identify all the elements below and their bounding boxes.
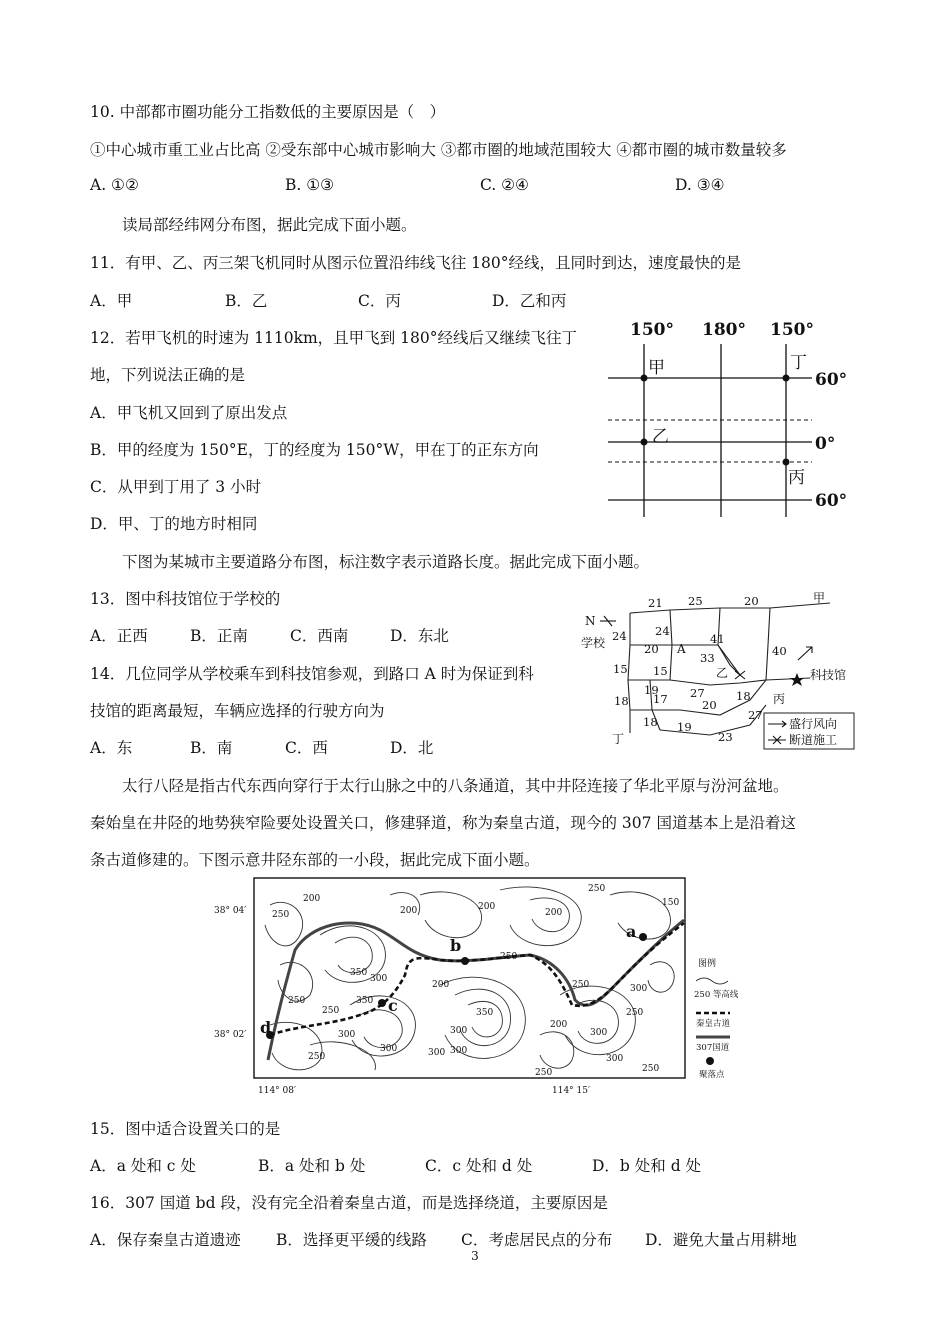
- topographic-map-figure: [210, 875, 750, 1105]
- contour-label: 150: [662, 898, 680, 908]
- q11-option-d: D．乙和丙: [492, 292, 567, 310]
- node-a-label: A: [677, 642, 686, 656]
- wind-arrow-icon: [798, 647, 812, 660]
- contour-label: 250: [626, 1008, 644, 1018]
- q15-option-b: B．a 处和 b 处: [258, 1157, 366, 1175]
- point-a-label: a: [626, 922, 637, 941]
- contour-label: 250: [322, 1006, 340, 1016]
- place-bing-label: 丙: [773, 692, 786, 706]
- road-number: 18: [614, 694, 629, 708]
- settlement-c-dot: [378, 999, 386, 1007]
- lat-bottom-label: 38° 02′: [214, 1030, 247, 1040]
- lat-lon-grid-figure: [600, 312, 860, 522]
- point-yi-label: 乙: [652, 427, 669, 447]
- road-number: 17: [653, 692, 668, 706]
- contour-label: 350: [356, 996, 374, 1006]
- point-jia-dot: [641, 375, 648, 382]
- lat-label-bottom: 60°: [815, 491, 848, 511]
- legend-national-road-label: 307国道: [696, 1043, 730, 1053]
- q12-option-c: C．从甲到丁用了 3 小时: [90, 478, 262, 496]
- contour-label: 350: [476, 1008, 494, 1018]
- lon-label-middle: 180°: [702, 320, 746, 340]
- q12-option-d: D．甲、丁的地方时相同: [90, 515, 258, 533]
- legend-settlement-label: 聚落点: [699, 1070, 725, 1080]
- road-number: 33: [700, 651, 715, 665]
- road-number: 27: [748, 708, 763, 722]
- road-number: 18: [643, 715, 658, 729]
- q15-stem: 15．图中适合设置关口的是: [90, 1120, 281, 1138]
- q13-option-b: B．正南: [190, 627, 248, 645]
- q13-stem: 13．图中科技馆位于学校的: [90, 590, 281, 608]
- q14-stem-line1: 14．几位同学从学校乘车到科技馆参观，到路口 A 时为保证到科: [90, 665, 534, 683]
- contour-label: 200: [550, 1020, 568, 1030]
- q14-option-d: D．北: [390, 739, 434, 757]
- museum-star-icon: [790, 673, 804, 686]
- road-number: 21: [648, 596, 663, 610]
- road-number: 20: [702, 698, 717, 712]
- contour-label: 300: [450, 1046, 468, 1056]
- q14-stem-line2: 技馆的距离最短，车辆应选择的行驶方向为: [90, 702, 385, 720]
- road-number: 27: [690, 686, 705, 700]
- contour-label: 250: [535, 1068, 553, 1078]
- contour-label: 300: [370, 974, 388, 984]
- q14-option-b: B．南: [190, 739, 233, 757]
- settlement-a-dot: [639, 933, 647, 941]
- q10-option-c: C. ②④: [480, 176, 529, 194]
- lon-right-label: 114° 15′: [552, 1086, 591, 1096]
- q16-option-c: C．考虑居民点的分布: [461, 1231, 613, 1249]
- road-number: 18: [736, 689, 751, 703]
- lon-left-label: 114° 08′: [258, 1086, 297, 1096]
- q11-stem: 11．有甲、乙、丙三架飞机同时从图示位置沿纬线飞往 180°经线，且同时到达，速度最快的是: [90, 254, 741, 272]
- road-number: 24: [655, 624, 670, 638]
- point-d-label: d: [260, 1018, 272, 1037]
- q11-option-a: A．甲: [90, 292, 133, 310]
- lon-label-left: 150°: [630, 320, 674, 340]
- point-bing-label: 丙: [788, 468, 805, 488]
- contour-label: 250: [272, 910, 290, 920]
- legend-wind-label: 盛行风向: [789, 717, 838, 731]
- place-jia-label: 甲: [813, 591, 826, 605]
- museum-label: 科技馆: [810, 668, 847, 682]
- q16-option-b: B．选择更平缓的线路: [276, 1231, 427, 1249]
- q13-option-c: C．西南: [290, 627, 349, 645]
- q14-option-a: A．东: [90, 739, 133, 757]
- intro-pass-line1: 太行八陉是指古代东西向穿行于太行山脉之中的八条通道，其中井陉连接了华北平原与汾河盆地。: [122, 777, 789, 795]
- contour-label: 300: [450, 1026, 468, 1036]
- school-label: 学校: [581, 636, 606, 650]
- legend-ancient-road-label: 秦皇古道: [696, 1019, 731, 1029]
- q12-stem-line2: 地，下列说法正确的是: [90, 366, 246, 384]
- contour-label: 300: [428, 1048, 446, 1058]
- legend-title: 图例: [698, 959, 717, 969]
- q11-option-c: C．丙: [358, 292, 401, 310]
- road-number: 40: [772, 644, 787, 658]
- contour-label: 200: [432, 980, 450, 990]
- contour-label: 350: [350, 968, 368, 978]
- page-number: 3: [471, 1249, 479, 1263]
- road-map-figure: [580, 585, 860, 755]
- intro-road: 下图为某城市主要道路分布图，标注数字表示道路长度。据此完成下面小题。: [122, 553, 650, 571]
- point-yi-dot: [641, 439, 648, 446]
- road-number: 19: [644, 683, 659, 697]
- intro-pass-line2: 秦始皇在井陉的地势狭窄险要处设置关口，修建驿道，称为秦皇古道，现今的 307 国道基本上是沿着这: [90, 814, 796, 832]
- q12-option-a: A．甲飞机又回到了原出发点: [90, 404, 288, 422]
- q12-stem-line1: 12．若甲飞机的时速为 1110km，且甲飞到 180°经线后又继续飞往丁: [90, 329, 577, 347]
- q14-option-c: C．西: [285, 739, 328, 757]
- lat-label-middle: 0°: [815, 434, 836, 454]
- q12-option-b: B．甲的经度为 150°E，丁的经度为 150°W，甲在丁的正东方向: [90, 441, 539, 459]
- point-c-label: c: [388, 996, 398, 1015]
- contour-label: 250: [588, 884, 606, 894]
- place-ding-label: 丁: [612, 732, 625, 746]
- q10-stem: 10. 中部都市圈功能分工指数低的主要原因是（ ）: [90, 103, 446, 121]
- north-arrow-icon: [600, 616, 616, 626]
- road-number: 20: [644, 642, 659, 656]
- q16-option-a: A．保存秦皇古道遗迹: [90, 1231, 241, 1249]
- road-number: 15: [653, 664, 668, 678]
- legend-contour-label: 250 等高线: [694, 990, 739, 1000]
- point-ding-dot: [783, 375, 790, 382]
- contour-label: 250: [572, 980, 590, 990]
- contour-label: 250: [308, 1052, 326, 1062]
- q15-option-c: C．c 处和 d 处: [425, 1157, 533, 1175]
- q10-option-a: A. ①②: [90, 176, 139, 194]
- point-jia-label: 甲: [648, 358, 665, 378]
- intro-pass-line3: 条古道修建的。下图示意井陉东部的一小段，据此完成下面小题。: [90, 851, 540, 869]
- contour-label: 200: [400, 906, 418, 916]
- contour-label: 300: [606, 1054, 624, 1064]
- north-arrow-label: N: [585, 614, 596, 628]
- q16-stem: 16．307 国道 bd 段，没有完全沿着秦皇古道，而是选择绕道，主要原因是: [90, 1194, 608, 1212]
- q16-option-d: D．避免大量占用耕地: [645, 1231, 797, 1249]
- road-number: 20: [744, 594, 759, 608]
- q10-option-d: D. ③④: [675, 176, 725, 194]
- road-number: 24: [612, 629, 627, 643]
- road-number: 15: [613, 662, 628, 676]
- lon-label-right: 150°: [770, 320, 814, 340]
- lat-label-top: 60°: [815, 370, 848, 390]
- intro-grid: 读局部经纬网分布图，据此完成下面小题。: [122, 216, 417, 234]
- contour-label: 300: [338, 1030, 356, 1040]
- place-yi-label: 乙: [716, 666, 729, 680]
- q13-option-d: D．东北: [390, 627, 449, 645]
- settlement-b-dot: [461, 957, 469, 965]
- contour-label: 250: [500, 952, 518, 962]
- contour-label: 300: [630, 984, 648, 994]
- legend-closure-label: 断道施工: [789, 733, 838, 747]
- contour-label: 200: [478, 902, 496, 912]
- contour-label: 300: [380, 1044, 398, 1054]
- road-number: 23: [718, 730, 733, 744]
- q10-option-b: B. ①③: [285, 176, 335, 194]
- q15-option-a: A．a 处和 c 处: [90, 1157, 196, 1175]
- road-number: 41: [710, 632, 725, 646]
- road-number: 25: [688, 594, 703, 608]
- road-number: 19: [677, 720, 692, 734]
- q10-items: ①中心城市重工业占比高 ②受东部中心城市影响大 ③都市圈的地域范围较大 ④都市圈的城市数量较多: [90, 141, 787, 159]
- road-closure-icon: [735, 671, 745, 679]
- contour-label: 250: [288, 996, 306, 1006]
- contour-label: 200: [303, 894, 321, 904]
- q15-option-d: D．b 处和 d 处: [592, 1157, 702, 1175]
- contour-label: 200: [545, 908, 563, 918]
- q11-option-b: B．乙: [225, 292, 268, 310]
- point-ding-label: 丁: [790, 353, 807, 373]
- contour-label: 300: [590, 1028, 608, 1038]
- point-bing-dot: [783, 459, 790, 466]
- lat-top-label: 38° 04′: [214, 906, 247, 916]
- contour-label: 250: [642, 1064, 660, 1074]
- topo-legend: [694, 957, 739, 1080]
- q13-option-a: A．正西: [90, 627, 148, 645]
- point-b-label: b: [450, 936, 462, 955]
